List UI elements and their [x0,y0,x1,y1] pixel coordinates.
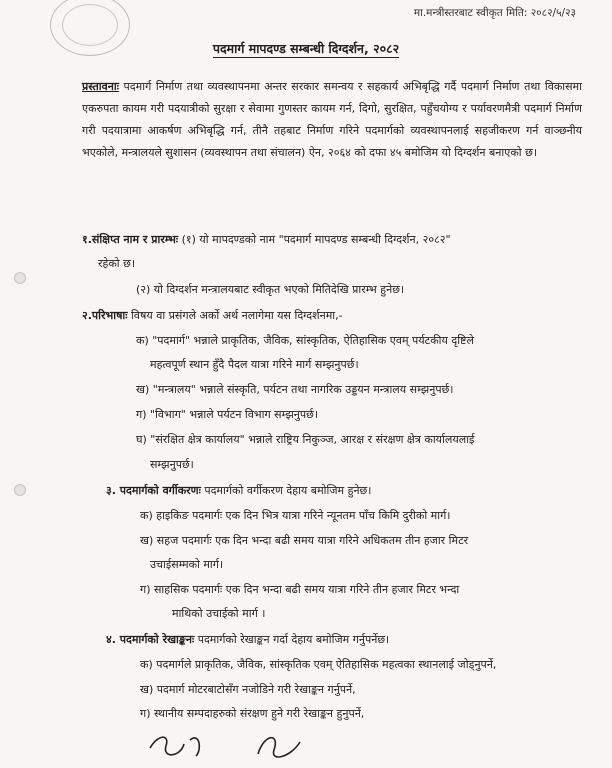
preamble-text: पदमार्ग निर्माण तथा व्यवस्थापनमा अन्तर सरकार समन्वय र सहकार्य अभिबृद्धि गर्दै पदमार्ग निर्माण तथा विकासमा एकरुपता कायम गरी पदयात्रीको सुरक्षा र सेवामा गुणस्तर कायम गर्न, दिगो, सुरक्षित, पहुँचयोग्य र पर्यावरणमैत्री पदमार्ग निर्माण गरी पदयात्रामा आकर्षण अभिबृद्धि गर्न, तीनै तहबाट निर्माण गरिने पदमार्गको व्यवस्थापनलाई सहजीकरण गर्न वाञ्छनीय भएकोले, मन्त्रालयले सुशासन (व्यवस्थापन तथा संचालन) ऐन, २०६४ को दफा ४५ बमोजिम यो दिग्दर्शन बनाएको छ। [82,80,582,159]
classification-ga-line-1: ग) साहसिक पदमार्गः एक दिन भन्दा बढी समय यात्रा गरिने तीन हजार मिटर भन्दा [140,583,460,596]
approval-note: मा.मन्त्रीस्तरबाट स्वीकृत मिति: २०८२/५/२३ [413,7,576,19]
section-4-line-1 [106,632,389,647]
section-3-line-1 [106,483,371,498]
section-4-intro: पदमार्गको रेखाङ्कन गर्दा देहाय बमोजिम गर्नुपर्नेछ। [197,633,390,646]
section-2-intro: विषय वा प्रसंगले अर्को अर्थ नलागेमा यस दिग्दर्शनमा,- [131,309,343,322]
handwritten-signature [140,728,320,768]
definition-gha-line-1: घ) "संरक्षित क्षेत्र कार्यालय" भन्नाले राष्ट्रिय निकुञ्ज, आरक्ष र संरक्षण क्षेत्र कार्यालयलाई [136,433,475,446]
classification-kha-line-2: उचाईसम्मको मार्ग। [150,558,224,571]
definition-ka-line-2: महत्वपूर्ण स्थान हुँदै पैदल यात्रा गरिने मार्ग सम्झनुपर्छ। [150,358,359,371]
document-title-text: पदमार्ग मापदण्ड सम्बन्धी दिग्दर्शन, २०८२ [212,41,400,56]
punch-hole-bottom [14,484,26,496]
section-3-heading: ३. पदमार्गको वर्गीकरणः [106,484,201,497]
alignment-ka: क) पदमार्गले प्राकृतिक, जैविक, सांस्कृतिक एवम् ऐतिहासिक महत्वका स्थानलाई जोड्नुपर्ने, [140,658,497,671]
section-1-clause-2: (२) यो दिग्दर्शन मन्त्रालयबाट स्वीकृत भएको मितिदेखि प्रारम्भ हुनेछ। [136,283,405,296]
preamble-paragraph [82,76,582,164]
section-2-heading: २.परिभाषाः [82,309,128,322]
definition-ka-line-1: क) "पदमार्ग" भन्नाले प्राकृतिक, जैविक, सांस्कृतिक, ऐतिहासिक एवम् पर्यटकीय दृष्टिले [136,334,474,347]
section-2-line-1 [82,308,343,323]
section-1-line-2: रहेको छ। [98,257,136,270]
definition-kha: ख) "मन्त्रालय" भन्नाले संस्कृति, पर्यटन तथा नागरिक उड्डयन मन्त्रालय सम्झनुपर्छ। [136,383,454,396]
classification-ga-line-2: माथिको उचाईको मार्ग । [172,607,266,620]
definition-ga: ग) "विभाग" भन्नाले पर्यटन विभाग सम्झनुपर्छ। [136,408,318,421]
section-1-heading: १.संक्षिप्त नाम र प्रारम्भः [82,233,179,246]
punch-hole-top [14,272,26,284]
alignment-kha: ख) पदमार्ग मोटरबाटोसँग नजोडिने गरी रेखाङ्कन गर्नुपर्ने, [140,683,356,696]
classification-kha-line-1: ख) सहज पदमार्गः एक दिन भन्दा बढी समय यात्रा गरिने अधिकतम तीन हजार मिटर [140,534,469,547]
definition-gha-line-2: सम्झनुपर्छ। [150,458,194,471]
section-1-line-1 [82,232,451,247]
section-4-heading: ४. पदमार्गको रेखाङ्कनः [106,633,195,646]
section-1-clause-1: (१) यो मापदण्डको नाम "पदमार्ग मापदण्ड सम्बन्धी दिग्दर्शन, २०८२" [181,233,451,246]
classification-ka: क) हाइकिङ पदमार्गः एक दिन भित्र यात्रा गरिने न्यूनतम पाँच किमि दुरीको मार्ग। [140,509,451,522]
preamble-label: प्रस्तावनाः [82,80,119,93]
document-title [0,40,612,57]
section-3-intro: पदमार्गको वर्गीकरण देहाय बमोजिम हुनेछ। [204,484,372,497]
alignment-ga: ग) स्थानीय सम्पदाहरुको संरक्षण हुने गरी रेखाङ्कन हुनुपर्ने, [140,707,365,720]
